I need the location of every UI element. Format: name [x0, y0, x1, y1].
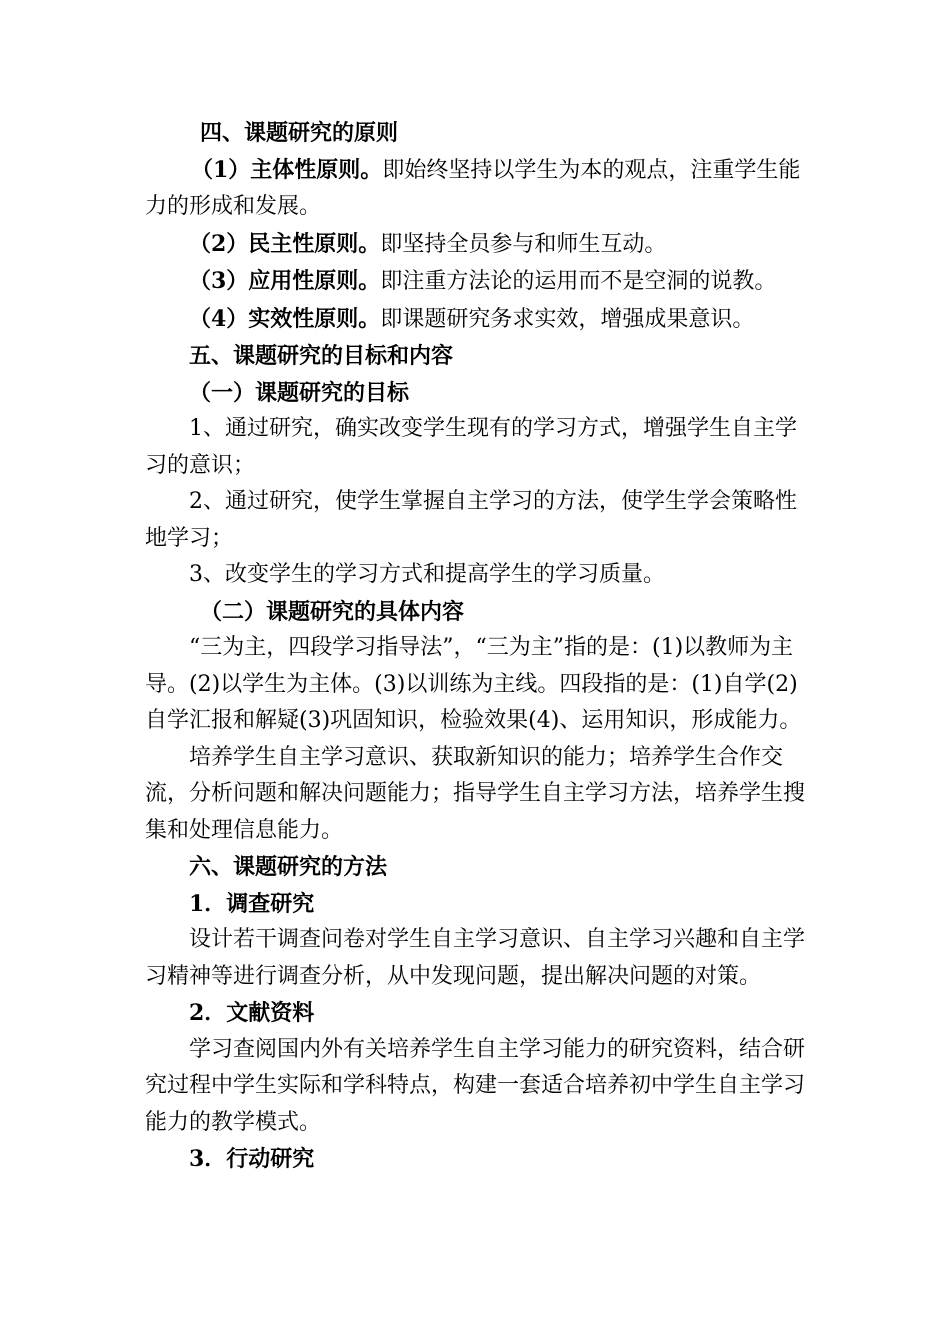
method-3-title: 3．行动研究 [189, 1146, 315, 1172]
method-1-text: 设计若干调查问卷对学生自主学习意识、自主学习兴趣和自主学习精神等进行调查分析，从中发现问题，提出解决问题的对策。 [145, 927, 806, 989]
principle-3 [145, 263, 810, 301]
subheading-goals: （一）课题研究的目标 [189, 379, 410, 406]
content-paragraph-2: 培养学生自主学习意识、获取新知识的能力；培养学生合作交流，分析问题和解决问题能力；指导学生自主学习方法，培养学生搜集和处理信息能力。 [145, 744, 806, 843]
principle-3-text: 即注重方法论的运用而不是空洞的说教。 [380, 269, 777, 294]
subheading-content: （二）课题研究的具体内容 [200, 598, 465, 625]
section-heading-principles: 四、课题研究的原则 [200, 120, 399, 146]
principle-3-label: （3）应用性原则。 [189, 268, 381, 294]
principle-4-text: 即课题研究务求实效，增强成果意识。 [380, 306, 755, 332]
principle-4-label: （4）实效性原则。 [189, 305, 381, 332]
document-body [145, 115, 810, 1178]
goal-2: 2、通过研究，使学生掌握自主学习的方法，使学生学会策略性地学习； [145, 489, 797, 551]
principle-1 [145, 152, 810, 226]
principle-2-label: （2）民主性原则。 [189, 230, 381, 257]
section-heading-methods: 六、课题研究的方法 [189, 854, 388, 880]
content-paragraph-1: “三为主，四段学习指导法”，“三为主”指的是：(1)以教师为主导。(2)以学生为主体。(3)以训练为主线。四段指的是：(1)自学(2)自学汇报和解疑(3)巩固知识，检验效果(4)、运用知识，形成能力。 [145, 635, 802, 733]
goal-3: 3、改变学生的学习方式和提高学生的学习质量。 [189, 562, 665, 587]
goal-1: 1、通过研究，确实改变学生现有的学习方式，增强学生自主学习的意识； [145, 416, 797, 478]
principle-2 [145, 226, 810, 264]
method-2-title: 2．文献资料 [189, 1000, 315, 1026]
principle-4 [145, 301, 810, 339]
method-1-title: 1．调查研究 [189, 890, 315, 917]
principle-1-text: 即始终坚持以学生为本的观点，注重学生能力的形成和发展。 [145, 157, 801, 219]
principle-2-text: 即坚持全员参与和师生互动。 [380, 231, 667, 257]
section-heading-goals-content: 五、课题研究的目标和内容 [189, 343, 454, 369]
method-2-text: 学习查阅国内外有关培养学生自主学习能力的研究资料，结合研究过程中学生实际和学科特点，构建一套适合培养初中学生自主学习能力的教学模式。 [145, 1036, 806, 1135]
principle-1-label: （1）主体性原则。 [191, 156, 383, 183]
